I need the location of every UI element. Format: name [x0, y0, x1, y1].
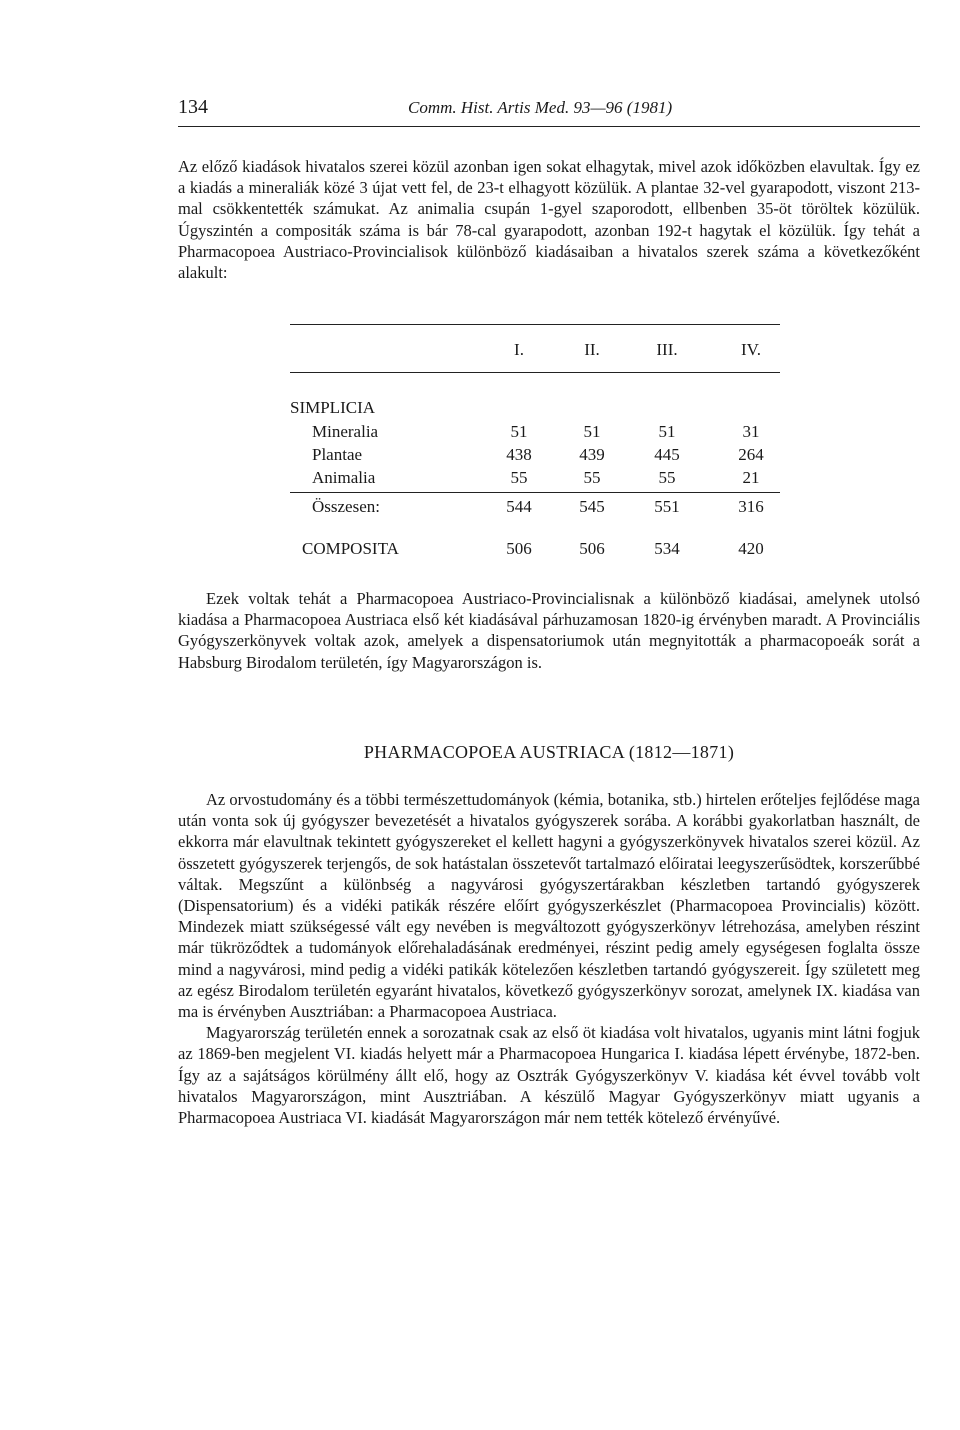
intro-paragraph-block: [178, 156, 920, 283]
running-head: Comm. Hist. Artis Med. 93—96 (1981): [408, 98, 673, 117]
table-cell: 51: [658, 422, 676, 441]
column-header: III.: [656, 340, 678, 359]
total-cell: 544: [506, 497, 532, 516]
page-number: 134: [178, 96, 208, 118]
editions-table: [290, 320, 780, 570]
summary-paragraph-block: [178, 588, 920, 673]
table-cell: 51: [510, 422, 528, 441]
row-label: Animalia: [312, 468, 376, 487]
table-cell: 55: [658, 468, 676, 487]
table-cell: 51: [583, 422, 601, 441]
table-header-rule: [290, 372, 780, 373]
section-body: [178, 789, 920, 1128]
row-label: Plantae: [312, 445, 363, 464]
column-header: II.: [584, 340, 600, 359]
composita-cell: 534: [654, 539, 680, 558]
composita-cell: 506: [579, 539, 605, 558]
table-cell: 55: [510, 468, 528, 487]
page-header: [178, 96, 920, 124]
table-cell: 438: [506, 445, 532, 464]
total-cell: 316: [738, 497, 764, 516]
table-cell: 31: [742, 422, 760, 441]
intro-paragraph: Az előző kiadások hivatalos szerei közül azonban igen sokat elhagytak, mivel azok időközben elavultak. Így ez a kiadás a mineraliák közé 3 újat vett fel, de 23-t elhagyott közülük. A plantae 32-vel gyarapodott, viszont 213-mal csökkentették számukat. Az animalia csupán 1-gyel szaporodott, ellbenben 35-öt töröltek közülük. Úgyszintén a compositák száma is bár 78-cal gyarapodott, azonban 192-t hagytak el közülük. Így tehát a Pharmacopoea Austriaco-Provincialisok különböző kiadásaiban a hivatalos szerek száma a következőként alakult:: [178, 157, 920, 283]
table-top-rule: [290, 324, 780, 325]
body-paragraph: Magyarország területén ennek a sorozatnak csak az első öt kiadása volt hivatalos, ugyanis mint látni fogjuk az 1869-ben megjelent VI. kiadás helyett már a Pharmacopoea Hungarica I. kiadása lépett érvénybe, 1872-ben. Így az a sajátságos körülmény állt elő, hogy az Osztrák Gyógyszerkönyv V. kiadása két évvel tovább volt hivatalos Magyarországon, mint Ausztriában. A készülő Magyar Gyógyszerkönyv miatt ugyanis a Pharmacopoea Austriaca VI. kiadását Magyarországon már nem tették kötelező érvényűvé.: [178, 1023, 920, 1128]
column-header: IV.: [741, 340, 761, 359]
table-cell: 21: [742, 468, 760, 487]
header-rule: [178, 126, 920, 127]
table-cell: 439: [579, 445, 605, 464]
table-cell: 55: [583, 468, 601, 487]
table-cell: 445: [654, 445, 680, 464]
column-header: I.: [514, 340, 524, 359]
total-cell: 545: [579, 497, 605, 516]
group-label: SIMPLICIA: [290, 398, 376, 417]
composita-cell: 506: [506, 539, 532, 558]
body-paragraph: Az orvostudomány és a többi természettudományok (kémia, botanika, stb.) hirtelen erőteljes fejlődése maga után vonta sok új gyógyszer bevezetését a hivatalos gyógyszerek sorába. A korábbi gyakorlatban használt, de ekkorra már elavultnak tekintett gyógyszereket el kellett hagyni a gyógyszerkönyvek hivatalos szerei közül. Az összetett gyógyszerek terjengős, de sok hatástalan összetevőt tartalmazó előiratai leegyszerűsödtek, korszerűbbé váltak. Megszűnt a különbség a nagyvárosi gyógyszertárakban készletben tartandó gyógyszerek (Dispensatorium) és a vidéki patikák részére előírt gyógyszerkészlet (Pharmacopoea Provincialis) között. Mindezek miatt szükségessé vált egy nevében is megváltozott gyógyszerkönyv létrehozása, amelyben részint már tükröződtek a tudományok előrehaladásának eredményei, részint pedig amely egységesen foglalta össze mind a nagyvárosi, mind pedig a vidéki patikák kötelezően készletben tartandó gyógyszereit. Így született meg az egész Birodalom területén egyaránt hivatalos, következő gyógyszerkönyv sorozat, amelynek IX. kiadása van ma is érvényben Ausztriában: a Pharmacopoea Austriaca.: [178, 790, 920, 1022]
section-heading: PHARMACOPOEA AUSTRIACA (1812—1871): [363, 742, 735, 762]
total-cell: 551: [654, 497, 680, 516]
total-label: Összesen:: [312, 497, 380, 516]
composita-label: COMPOSITA: [302, 539, 399, 558]
table-sum-rule: [290, 492, 780, 493]
table-cell: 264: [738, 445, 764, 464]
row-label: Mineralia: [312, 422, 379, 441]
composita-cell: 420: [738, 539, 764, 558]
summary-paragraph: Ezek voltak tehát a Pharmacopoea Austriaco-Provincialisnak a különböző kiadásai, amelynek utolsó kiadása a Pharmacopoea Austriaca első két kiadásával párhuzamosan 1820-ig érvényben maradt. A Provinciális Gyógyszerkönyvek voltak azok, amelyek a dispensatoriumok után megnyitották a pharmacopoeák sorát a Habsburg Birodalom területén, így Magyarországon is.: [178, 589, 920, 672]
